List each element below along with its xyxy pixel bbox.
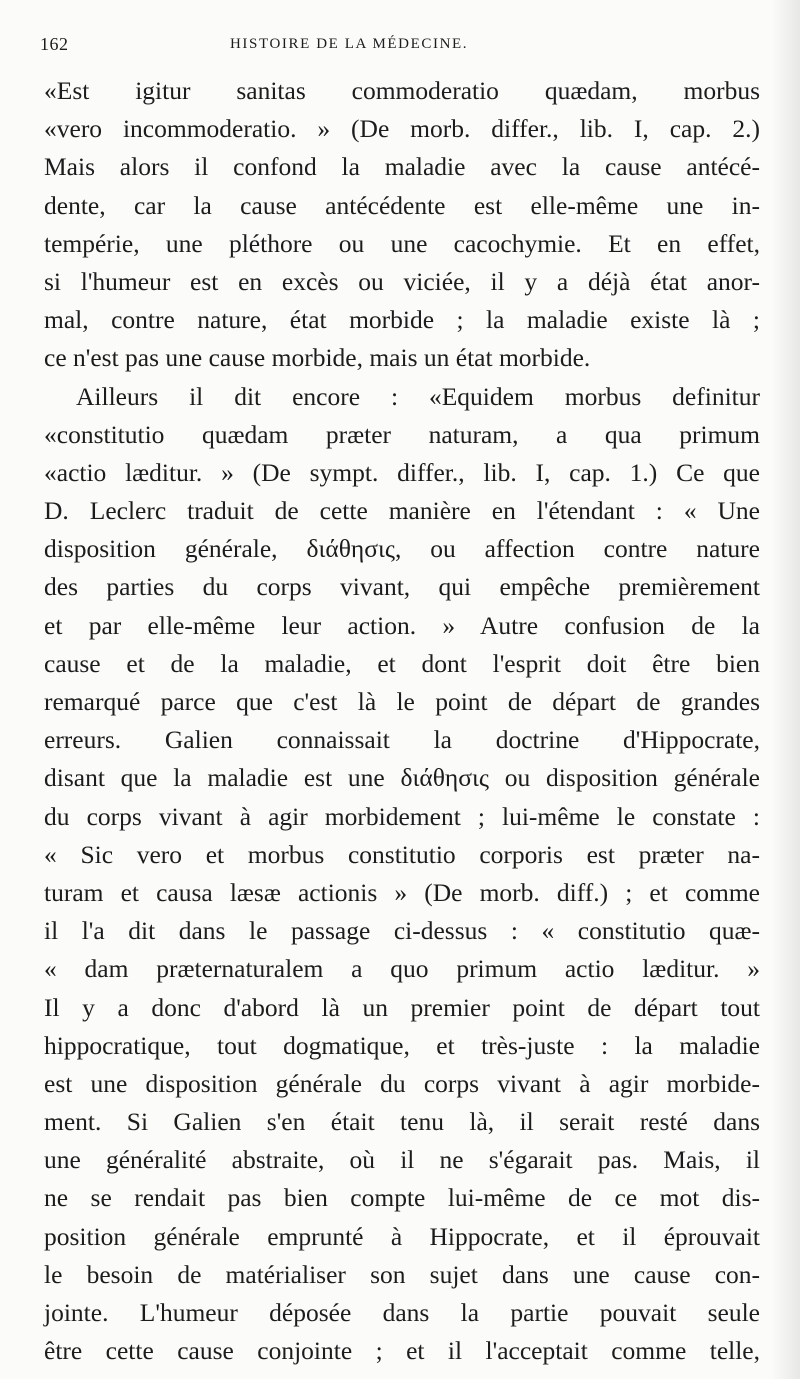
text-line: «constitutio quædam præter naturam, a qua primum <box>44 419 760 449</box>
text-line: du corps vivant à agir morbidement ; lui-même le constate : <box>44 801 760 831</box>
text-line: tempérie, une pléthore ou une cacochymie. Et en effet, <box>44 228 760 258</box>
text-line: Mais alors il confond la maladie avec la cause antécé- <box>44 152 760 182</box>
text-line: disant que la maladie est une διάθησις ou disposition générale <box>44 763 760 793</box>
text-line: «actio læditur. » (De sympt. differ., lib. I, cap. 1.) Ce que <box>44 457 760 487</box>
text-line: il l'a dit dans le passage ci-dessus : « constitutio quæ- <box>44 916 760 946</box>
body-text <box>44 72 760 1370</box>
text-line: « dam præternaturalem a quo primum actio læditur. » <box>44 954 760 984</box>
text-line: Il y a donc d'abord là un premier point de départ tout <box>44 992 760 1022</box>
text-line: est une disposition générale du corps vivant à agir morbide- <box>44 1068 760 1098</box>
text-line: ne se rendait pas bien compte lui-même de ce mot dis- <box>44 1183 760 1213</box>
text-line: si l'humeur est en excès ou viciée, il y a déjà état anor- <box>44 266 760 296</box>
page-header <box>40 34 760 56</box>
text-line: « Sic vero et morbus constitutio corporis est præter na- <box>44 839 760 869</box>
text-line: et par elle-même leur action. » Autre confusion de la <box>44 610 760 640</box>
text-line: ment. Si Galien s'en était tenu là, il serait resté dans <box>44 1107 760 1137</box>
text-line: des parties du corps vivant, qui empêche premièrement <box>44 572 760 602</box>
text-line: disposition générale, διάθησις, ou affection contre nature <box>44 534 760 564</box>
text-line: D. Leclerc traduit de cette manière en l'étendant : « Une <box>44 496 760 526</box>
page-edge-shadow <box>772 0 800 1379</box>
text-line: turam et causa læsæ actionis » (De morb. diff.) ; et comme <box>44 877 760 907</box>
text-line: «Est igitur sanitas commoderatio quædam, morbus <box>44 76 760 105</box>
text-line: mal, contre nature, état morbide ; la maladie existe là ; <box>44 305 760 335</box>
text-line: ce n'est pas une cause morbide, mais un état morbide. <box>44 343 591 373</box>
text-line: être cette cause conjointe ; et il l'acceptait comme telle, <box>44 1336 760 1366</box>
text-line: Ailleurs il dit encore : «Equidem morbus definitur <box>76 381 760 411</box>
running-title: HISTOIRE DE LA MÉDECINE. <box>230 36 469 52</box>
text-line: remarqué parce que c'est là le point de départ de grandes <box>44 687 760 716</box>
text-line: jointe. L'humeur déposée dans la partie pouvait seule <box>44 1298 760 1327</box>
text-line: «vero incommoderatio. » (De morb. differ., lib. I, cap. 2.) <box>44 114 760 144</box>
page-number: 162 <box>40 34 69 54</box>
text-line: hippocratique, tout dogmatique, et très-juste : la maladie <box>44 1030 760 1060</box>
text-line: le besoin de matérialiser son sujet dans une cause con- <box>44 1259 760 1289</box>
text-line: cause et de la maladie, et dont l'esprit doit être bien <box>44 648 760 678</box>
text-line: position générale emprunté à Hippocrate, et il éprouvait <box>44 1221 760 1251</box>
text-line: erreurs. Galien connaissait la doctrine d'Hippocrate, <box>44 725 760 755</box>
text-line: une généralité abstraite, où il ne s'égarait pas. Mais, il <box>44 1145 760 1175</box>
text-line: dente, car la cause antécédente est elle-même une in- <box>44 190 760 220</box>
